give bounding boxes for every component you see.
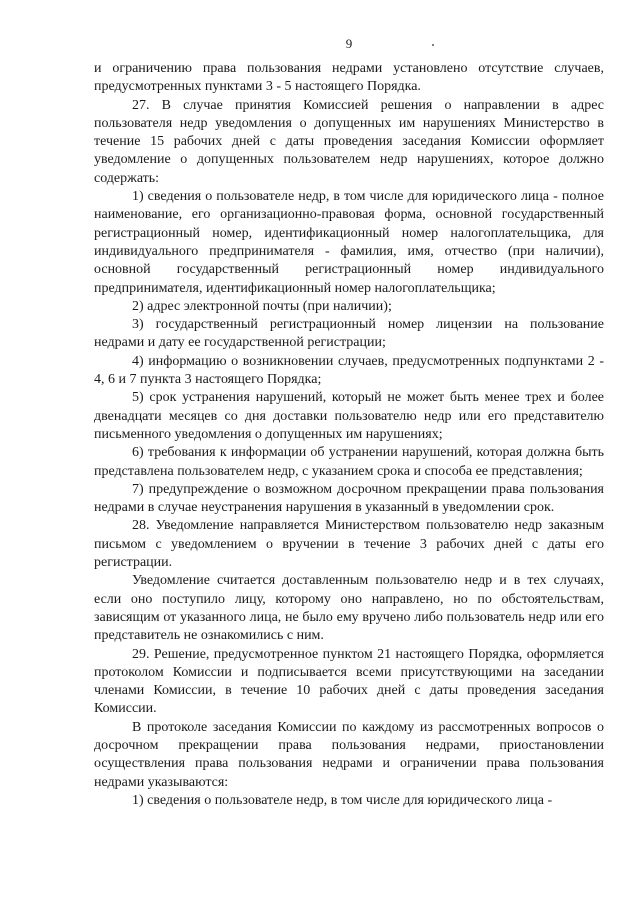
subitem-3-license-number: 3) государственный регистрационный номер лицензии на пользование недрами и дату ее государственной регистрации; bbox=[94, 317, 604, 351]
scan-speck bbox=[432, 44, 434, 46]
document-body bbox=[94, 60, 604, 810]
paragraph-item-27: 27. В случае принятия Комиссией решения о направлении в адрес пользователя недр уведомления о допущенных им нарушениях Министерство в течение 15 рабочих дней с даты проведения заседания Комиссии оформляет уведомление о допущенных пользователем недр нарушениях, которое должно содержать: bbox=[94, 97, 604, 186]
paragraph-item-28: 28. Уведомление направляется Министерством пользователю недр заказным письмом с уведомлением о вручении в течение 3 рабочих дней с даты его регистрации. bbox=[94, 518, 604, 571]
subitem-1-user-info: 1) сведения о пользователе недр, в том числе для юридического лица - полное наименование, его организационно-правовая форма, основной государственный регистрационный номер, идентификационный номер налогоплательщика, для индивидуального предпринимателя - фамилия, имя, отчество (при наличии), основной государственный регистрационный номер индивидуального предпринимателя, идентификационный номер налогоплательщика; bbox=[94, 189, 604, 296]
paragraph-continuation: и ограничению права пользования недрами установлено отсутствие случаев, предусмотренных пунктами 3 - 5 настоящего Порядка. bbox=[94, 61, 604, 95]
subitem-7-warning: 7) предупреждение о возможном досрочном прекращении права пользования недрами в случае неустранения нарушения в указанный в уведомлении срок. bbox=[94, 481, 604, 516]
paragraph-item-29: 29. Решение, предусмотренное пунктом 21 настоящего Порядка, оформляется протоколом Комиссии и подписывается всеми присутствующими на заседании членами Комиссии, в течение 10 рабочих дней с даты проведения заседания Комиссии. bbox=[94, 646, 604, 717]
page-number: 9 bbox=[345, 36, 353, 51]
paragraph-protocol: В протоколе заседания Комиссии по каждому из рассмотренных вопросов о досрочном прекращении права пользования недрами, приостановлении осуществления права пользования недрами и ограничении права пользования недрами указываются: bbox=[94, 719, 604, 790]
subitem-5-deadline: 5) срок устранения нарушений, который не может быть менее трех и более двенадцати месяцев со дня доставки пользователю недр или его представителю письменного уведомления о допущенных им нарушениях; bbox=[94, 390, 604, 442]
subitem-6-requirements: 6) требования к информации об устранении нарушений, которая должна быть представлена пользователем недр, с указанием срока и способа ее представления; bbox=[94, 445, 604, 479]
paragraph-delivery-note: Уведомление считается доставленным пользователю недр и в тех случаях, если оно поступило лицу, которому оно направлено, но по обстоятельствам, зависящим от указанного лица, не было ему вручено либо пользователь недр или его представитель не ознакомились с ним. bbox=[94, 573, 604, 644]
subitem-4-cases-info: 4) информацию о возникновении случаев, предусмотренных подпунктами 2 - 4, 6 и 7 пункта 3 настоящего Порядка; bbox=[94, 353, 604, 388]
subitem-2-email: 2) адрес электронной почты (при наличии); bbox=[132, 298, 392, 314]
subitem-1-user-info-cont: 1) сведения о пользователе недр, в том числе для юридического лица - bbox=[132, 792, 553, 808]
